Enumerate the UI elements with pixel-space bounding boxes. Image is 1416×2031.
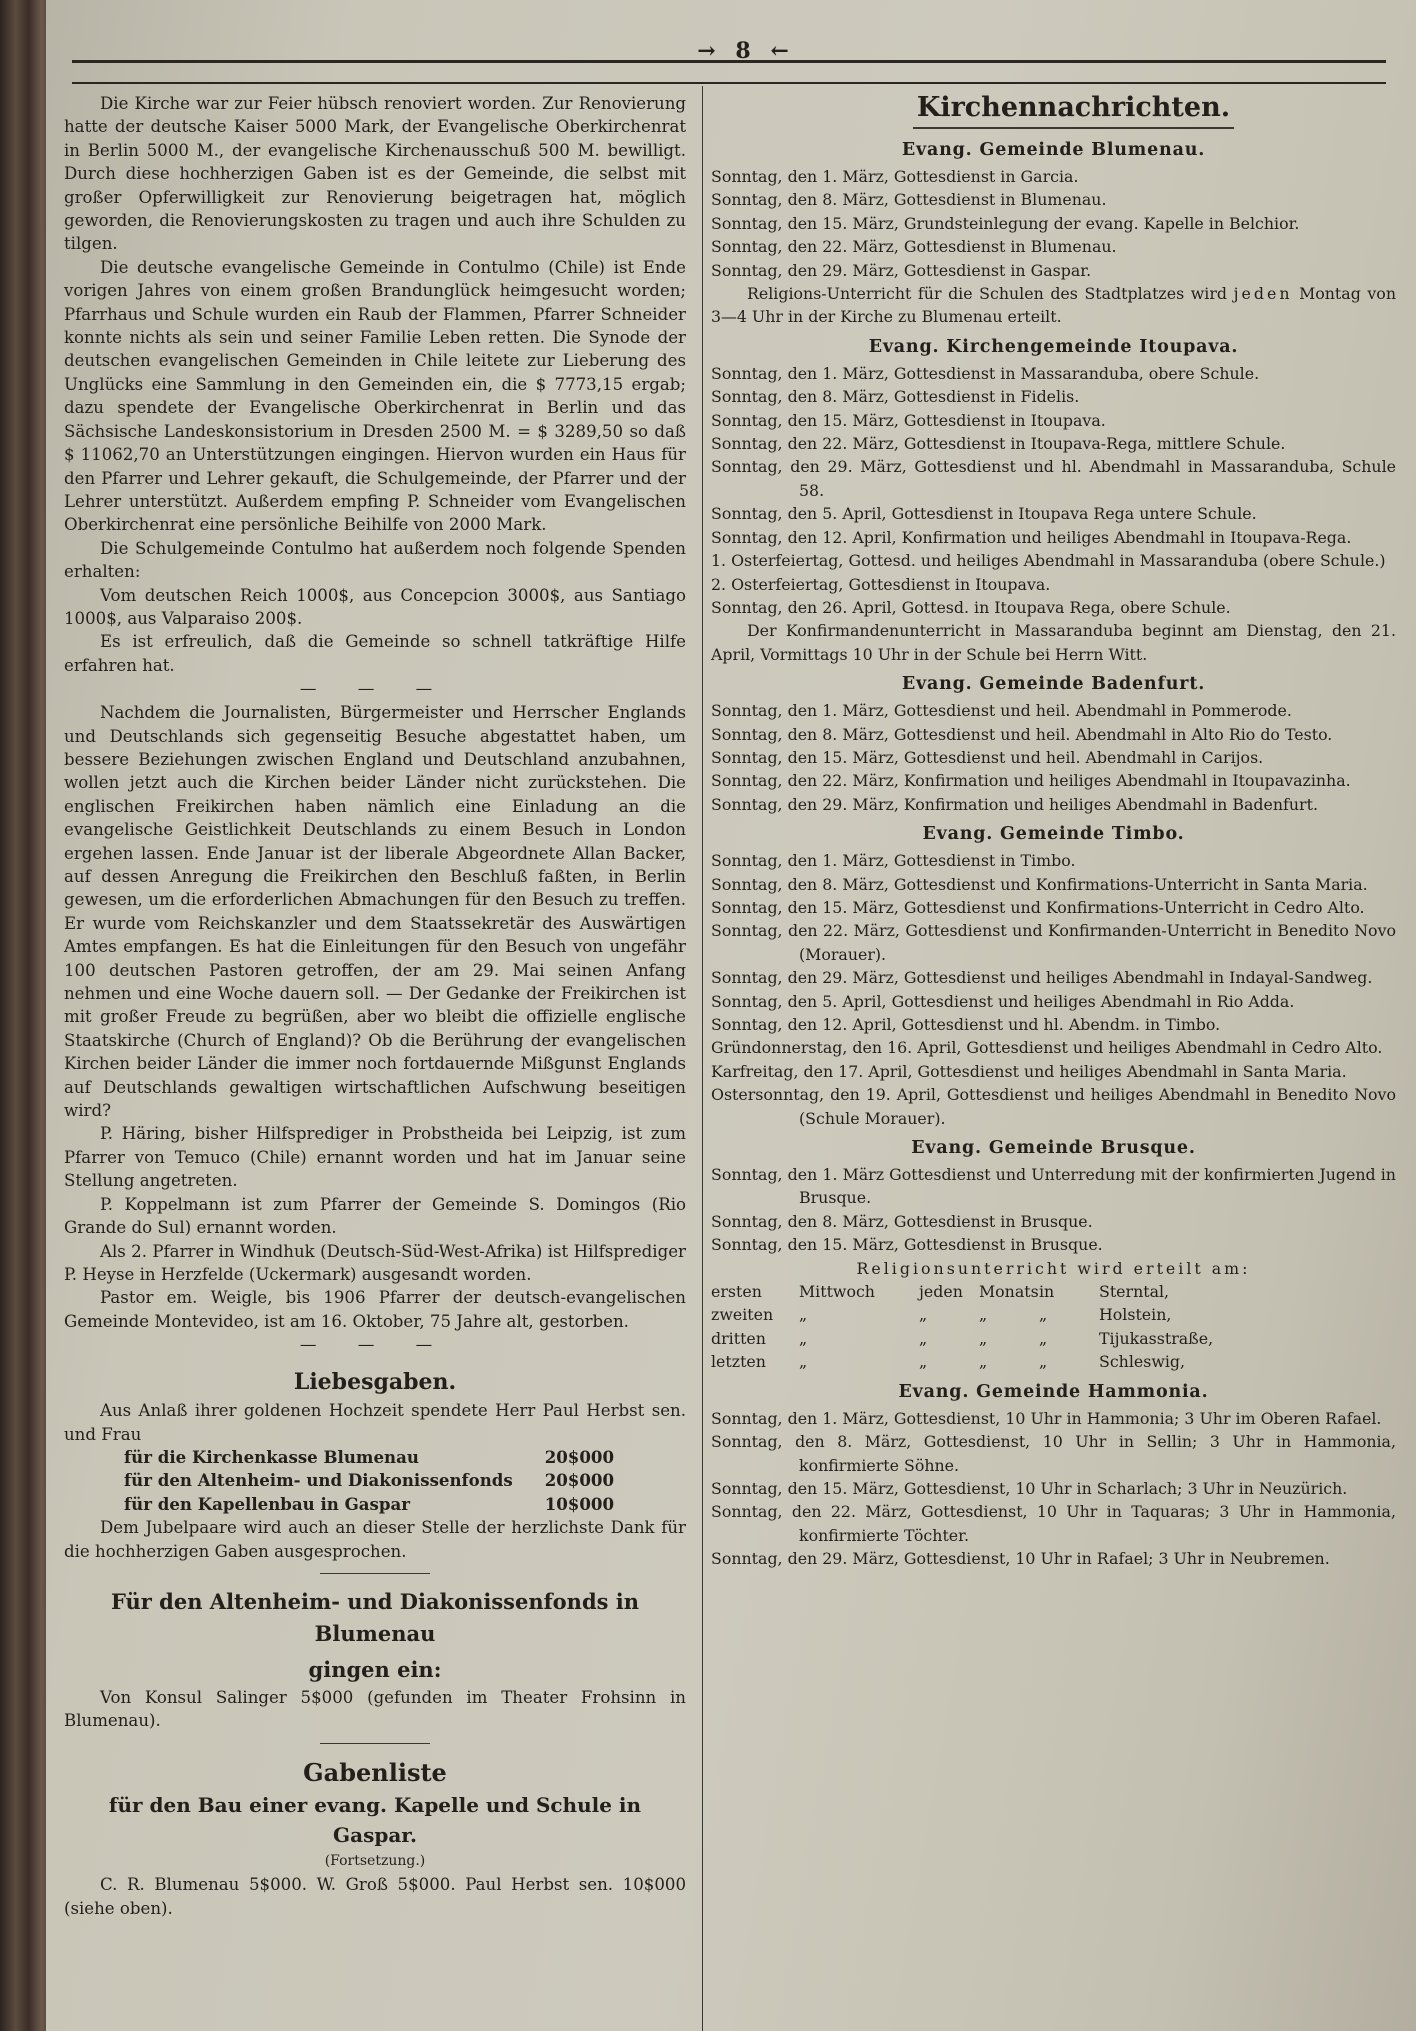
gemeinde-title-timbo: Evang. Gemeinde Timbo. <box>922 824 1185 845</box>
schedule-entry: Sonntag, den 15. März, Gottesdienst und Konfirmations-Unterricht in Cedro Alto. <box>711 897 1365 917</box>
donation-row: für die Kirchenkasse Blumenau 20$000 <box>124 1446 614 1467</box>
left-column <box>64 92 686 1920</box>
article-paragraph: P. Koppelmann ist zum Pfarrer der Gemeinde S. Domingos (Rio Grande do Sul) ernannt worden. <box>64 1194 686 1238</box>
schedule-entry: Sonntag, den 1. März, Gottesdienst in Massaranduba, obere Schule. <box>711 363 1260 383</box>
schedule-entry: Karfreitag, den 17. April, Gottesdienst und heiliges Abendmahl in Santa Maria. <box>711 1061 1347 1081</box>
gemeinde-title-brusque: Evang. Gemeinde Brusque. <box>911 1138 1196 1159</box>
schedule-entry: Sonntag, den 29. März, Konfirmation und heiliges Abendmahl in Badenfurt. <box>711 794 1318 814</box>
page-number: → 8 ← <box>697 38 795 64</box>
gemeinde-title-itoupava: Evang. Kirchengemeinde Itoupava. <box>868 336 1239 357</box>
article-paragraph: Pastor em. Weigle, bis 1906 Pfarrer der deutsch-evangelischen Gemeinde Montevideo, ist am 16. Oktober, 75 Jahre alt, gestorben. <box>64 1288 686 1331</box>
section-separator: — — — <box>299 1335 451 1355</box>
schedule-entry: Sonntag, den 22. März, Gottesdienst, 10 Uhr in Taquaras; 3 Uhr in Hammonia, konfirmierte Töchter. <box>711 1502 1396 1545</box>
kirchennachrichten-title: Kirchennachrichten. <box>711 92 1396 124</box>
schedule-entry: Sonntag, den 8. März, Gottesdienst in Blumenau. <box>711 190 1107 210</box>
newspaper-page <box>46 0 1416 2031</box>
donation-row: für den Kapellenbau in Gaspar 10$000 <box>124 1493 614 1514</box>
schedule-entry: Sonntag, den 15. März, Grundsteinlegung der evang. Kapelle in Belchior. <box>711 213 1300 233</box>
schedule-entry: Sonntag, den 15. März, Gottesdienst und heil. Abendmahl in Carijos. <box>711 747 1264 767</box>
schedule-entry: Ostersonntag, den 19. April, Gottesdienst und heiliges Abendmahl in Benedito Novo (Schule Morauer). <box>711 1085 1396 1128</box>
gabenliste-title: Gabenliste <box>303 1757 447 1787</box>
donation-row: für den Altenheim- und Diakonissenfonds 20$000 <box>124 1470 614 1491</box>
gabenliste-text: C. R. Blumenau 5$000. W. Groß 5$000. Paul Herbst sen. 10$000 (siehe oben). <box>64 1875 686 1918</box>
book-binding <box>0 0 52 2031</box>
religion-row: letzten „ „ „ „ Schleswig, <box>711 1352 1186 1372</box>
article-paragraph: Die Schulgemeinde Contulmo hat außerdem noch folgende Spenden erhalten: <box>64 538 686 582</box>
schedule-entry: Sonntag, den 8. März, Gottesdienst und Konfirmations-Unterricht in Santa Maria. <box>711 874 1368 894</box>
altenheim-title: Für den Altenheim- und Diakonissenfonds in Blumenau <box>110 1588 640 1646</box>
header-rule-lower <box>72 82 1386 84</box>
short-rule <box>320 1743 430 1744</box>
religion-row: dritten „ „ „ „ Tijukasstraße, <box>711 1328 1214 1348</box>
schedule-entry: Sonntag, den 29. März, Gottesdienst und hl. Abendmahl in Massaranduba, Schule 58. <box>711 457 1396 500</box>
schedule-entry: Sonntag, den 15. März, Gottesdienst, 10 Uhr in Scharlach; 3 Uhr in Neuzürich. <box>711 1478 1348 1498</box>
schedule-entry: Sonntag, den 8. März, Gottesdienst in Fidelis. <box>711 387 1080 407</box>
schedule-entry: Sonntag, den 1. März, Gottesdienst in Timbo. <box>711 851 1076 871</box>
altenheim-subtitle: gingen ein: <box>308 1656 442 1682</box>
liebesgaben-title: Liebesgaben. <box>293 1369 457 1396</box>
schedule-entry: Sonntag, den 29. März, Gottesdienst und heiliges Abendmahl in Indayal-Sandweg. <box>711 968 1373 988</box>
schedule-entry: Sonntag, den 15. März, Gottesdienst in Itoupava. <box>711 410 1106 430</box>
liebesgaben-intro: Aus Anlaß ihrer goldenen Hochzeit spendete Herr Paul Herbst sen. und Frau <box>64 1401 686 1444</box>
section-separator: — — — <box>299 679 451 699</box>
gemeinde-title-blumenau: Evang. Gemeinde Blumenau. <box>901 140 1206 160</box>
column-separator <box>702 86 703 2031</box>
schedule-entry: Sonntag, den 1. März, Gottesdienst und heil. Abendmahl in Pommerode. <box>711 701 1292 721</box>
article-paragraph: P. Häring, bisher Hilfsprediger in Probstheida bei Leipzig, ist zum Pfarrer von Temuco (Chile) ernannt worden und hat im Januar seine Stellung angetreten. <box>64 1124 686 1191</box>
schedule-entry: Sonntag, den 15. März, Gottesdienst in Brusque. <box>711 1235 1103 1255</box>
schedule-entry: Sonntag, den 22. März, Gottesdienst und Konfirmanden-Unterricht in Benedito Novo (Morauer). <box>711 921 1396 964</box>
religion-row: ersten Mittwoch jeden Monats in Sterntal, <box>711 1282 1170 1302</box>
article-paragraph: Es ist erfreulich, daß die Gemeinde so schnell tatkräftige Hilfe erfahren hat. <box>64 632 686 675</box>
article-paragraph: Nachdem die Journalisten, Bürgermeister und Herrscher Englands und Deutschlands sich gegenseitig Besuche abgestattet haben, um bessere Beziehungen zwischen England und Deutschland anzubahnen, wollen jetzt auch die Kirchen beider Länder nicht zurückstehen. Die englischen Freikirchen haben nämlich eine Einladung an die evangelische Geistlichkeit Deutschlands zu einem Besuch in London ergehen lassen. Ende Januar ist der liberale Abgeordnete Allan Backer, auf dessen Anregung die Freikirchen den Beschluß faßten, in Berlin gewesen, um die erforderlichen Abmachungen für den Besuch zu treffen. Er wurde vom Reichskanzler und dem Staatssekretär des Auswärtigen Amtes empfangen. Es hat die Einleitungen für den Besuch von ungefähr 100 deutschen Pastoren getroffen, der am 29. Mai seinen Anfang nehmen und eine Woche dauern soll. — Der Gedanke der Freikirchen ist mit großer Freude zu begrüßen, aber wo bleibt die offizielle englische Staatskirche (Church of England)? Ob die Berührung der evangelischen Kirchen beider Länder die immer noch fortdauernde Mißgunst Englands auf Deutschlands gewaltigen wirtschaftlichen Aufschwung beseitigen wird? <box>64 703 686 1121</box>
altenheim-text: Von Konsul Salinger 5$000 (gefunden im Theater Frohsinn in Blumenau). <box>64 1687 686 1731</box>
schedule-entry: Sonntag, den 12. April, Gottesdienst und hl. Abendm. in Timbo. <box>711 1015 1221 1034</box>
liebesgaben-thanks: Dem Jubelpaare wird auch an dieser Stelle der herzlichste Dank für die hochherzigen Gaben ausgesprochen. <box>64 1518 686 1561</box>
schedule-entry: Sonntag, den 29. März, Gottesdienst in Gaspar. <box>711 260 1092 280</box>
article-paragraph: Die Kirche war zur Feier hübsch renoviert worden. Zur Renovierung hatte der deutsche Kaiser 5000 Mark, der Evangelische Oberkirchenrat in Berlin 5000 M., der evangelische Kirchenausschuß 500 M. bewilligt. Durch diese hochherzigen Gaben ist es der Gemeinde, die selbst mit großer Opferwilligkeit zur Renovierung beigetragen hat, möglich geworden, die Renovierungskosten zu tragen und auch ihre Schulden zu tilgen. <box>64 94 686 254</box>
schedule-entry: Sonntag, den 5. April, Gottesdienst und heiliges Abendmahl in Rio Adda. <box>711 991 1295 1011</box>
article-paragraph: Vom deutschen Reich 1000$, aus Concepcion 3000$, aus Santiago 1000$, aus Valparaiso 200$. <box>64 585 686 628</box>
gabenliste-note: (Fortsetzung.) <box>324 1852 426 1869</box>
schedule-entry: Sonntag, den 22. März, Gottesdienst in Itoupava-Rega, mittlere Schule. <box>711 434 1286 454</box>
short-rule <box>320 1573 430 1574</box>
schedule-entry: Sonntag, den 8. März, Gottesdienst in Brusque. <box>711 1211 1093 1231</box>
schedule-entry: 2. Osterfeiertag, Gottesdienst in Itoupava. <box>711 574 1051 594</box>
schedule-entry: Sonntag, den 5. April, Gottesdienst in Itoupava Rega untere Schule. <box>711 504 1257 524</box>
schedule-entry: Sonntag, den 12. April, Konfirmation und heiliges Abendmahl in Itoupava-Rega. <box>711 527 1352 547</box>
schedule-entry: Sonntag, den 29. März, Gottesdienst, 10 Uhr in Rafael; 3 Uhr in Neubremen. <box>711 1549 1330 1569</box>
article-paragraph: Als 2. Pfarrer in Windhuk (Deutsch-Süd-West-Afrika) ist Hilfsprediger P. Heyse in Herzfelde (Uckermark) ausgesandt worden. <box>64 1241 686 1284</box>
religion-heading: Religionsunterricht wird erteilt am: <box>856 1258 1251 1278</box>
schedule-entry: Gründonnerstag, den 16. April, Gottesdienst und heiliges Abendmahl in Cedro Alto. <box>711 1038 1383 1058</box>
schedule-entry: Sonntag, den 1. März, Gottesdienst, 10 Uhr in Hammonia; 3 Uhr im Oberen Rafael. <box>711 1408 1382 1428</box>
gemeinde-title-badenfurt: Evang. Gemeinde Badenfurt. <box>901 674 1206 695</box>
gemeinde-title-hammonia: Evang. Gemeinde Hammonia. <box>898 1381 1209 1402</box>
header-rule <box>72 60 1386 63</box>
schedule-entry: Sonntag, den 8. März, Gottesdienst und heil. Abendmahl in Alto Rio do Testo. <box>711 724 1333 744</box>
schedule-entry: Sonntag, den 8. März, Gottesdienst, 10 Uhr in Sellin; 3 Uhr in Hammonia, konfirmierte Söhne. <box>711 1432 1396 1475</box>
right-column <box>711 92 1396 1571</box>
schedule-entry: 1. Osterfeiertag, Gottesd. und heiliges Abendmahl in Massaranduba (obere Schule.) <box>711 551 1386 571</box>
religion-row: zweiten „ „ „ „ Holstein, <box>711 1305 1172 1325</box>
schedule-entry: Sonntag, den 22. März, Gottesdienst in Blumenau. <box>711 237 1117 257</box>
article-paragraph: Die deutsche evangelische Gemeinde in Contulmo (Chile) ist Ende vorigen Jahres von einem großen Brandunglück heimgesucht worden; Pfarrhaus und Schule wurden ein Raub der Flammen, Pfarrer Schneider konnte nichts als sein und seiner Familie Leben retten. Die Synode der deutschen evangelischen Gemeinden in Chile leitete zur Lieberung des Unglücks eine Sammlung in den Gemeinden ein, die $ 7773,15 ergab; dazu spendete der Evangelische Oberkirchenrat in Berlin und das Sächsische Landeskonsistorium in Dresden 2500 M. = $ 3289,50 so daß $ 11062,70 an Unterstützungen eingingen. Hiervon wurden ein Haus für den Pfarrer und Lehrer gekauft, die Schulgemeinde, der Pfarrer und der Lehrer unterstützt. Außerdem empfing P. Schneider vom Evangelischen Oberkirchenrat eine persönliche Beihilfe von 2000 Mark. <box>64 257 686 535</box>
schedule-entry: Sonntag, den 1. März, Gottesdienst in Garcia. <box>711 167 1079 186</box>
gabenliste-subtitle: für den Bau einer evang. Kapelle und Schule in Gaspar. <box>108 1792 642 1847</box>
schedule-note: Der Konfirmandenunterricht in Massaranduba beginnt am Dienstag, den 21. April, Vormittags 10 Uhr in der Schule bei Herrn Witt. <box>711 621 1396 664</box>
schedule-entry: Sonntag, den 22. März, Konfirmation und heiliges Abendmahl in Itoupavazinha. <box>711 771 1351 791</box>
schedule-entry: Sonntag, den 26. April, Gottesd. in Itoupava Rega, obere Schule. <box>711 597 1231 617</box>
schedule-entry: Sonntag, den 1. März Gottesdienst und Unterredung mit der konfirmierten Jugend in Brusque. <box>711 1165 1396 1208</box>
schedule-note: Religions-Unterricht für die Schulen des Stadtplatzes wird jeden Montag von 3—4 Uhr in der Kirche zu Blumenau erteilt. <box>711 284 1396 327</box>
